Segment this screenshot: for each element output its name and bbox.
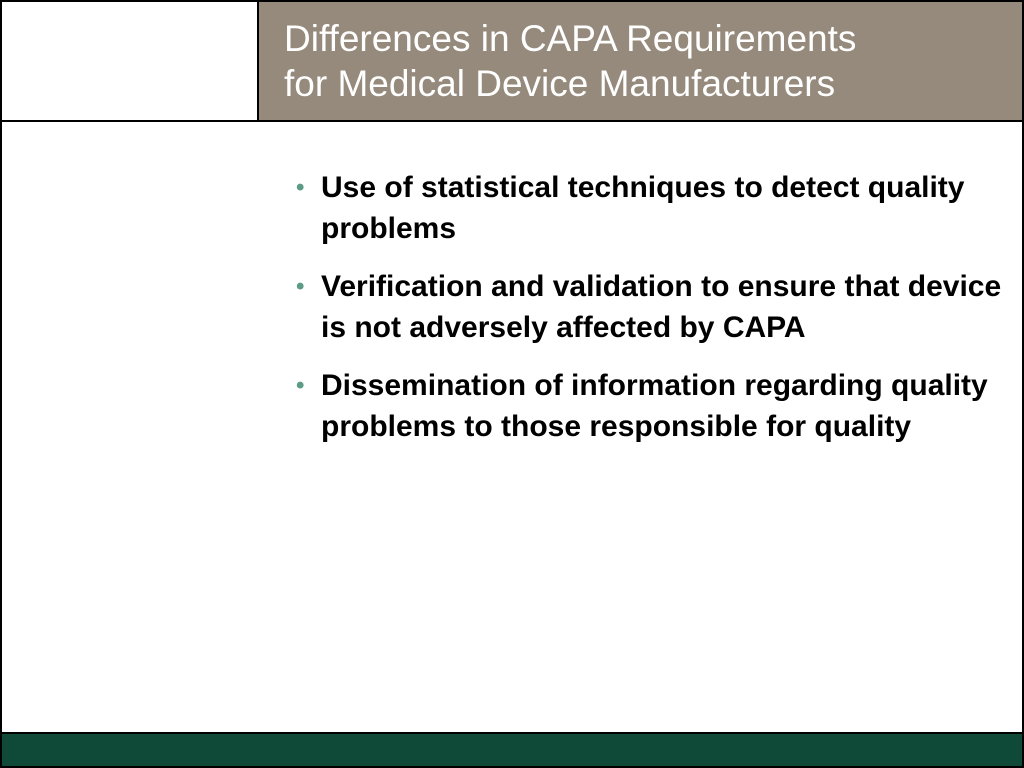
- bullet-text: Verification and validation to ensure that device is not adversely affected by CAPA: [321, 270, 1002, 344]
- header-band: [259, 2, 1022, 122]
- slide-title: Differences in CAPA Requirements for Medical Device Manufacturers: [284, 18, 857, 104]
- bullet-text: Use of statistical techniques to detect quality problems: [321, 171, 965, 245]
- bullet-item: [296, 167, 1006, 249]
- bullet-text: Dissemination of information regarding quality problems to those responsible for quality: [321, 369, 988, 443]
- bullet-list: [296, 167, 1006, 464]
- bullet-dot-icon: •: [296, 372, 305, 399]
- bullet-dot-icon: •: [296, 273, 305, 300]
- bullet-item: [296, 266, 1006, 348]
- bullet-dot-icon: •: [296, 174, 305, 201]
- header-blank-panel: [2, 2, 259, 122]
- bullet-item: [296, 365, 1006, 447]
- footer-band: [2, 732, 1022, 766]
